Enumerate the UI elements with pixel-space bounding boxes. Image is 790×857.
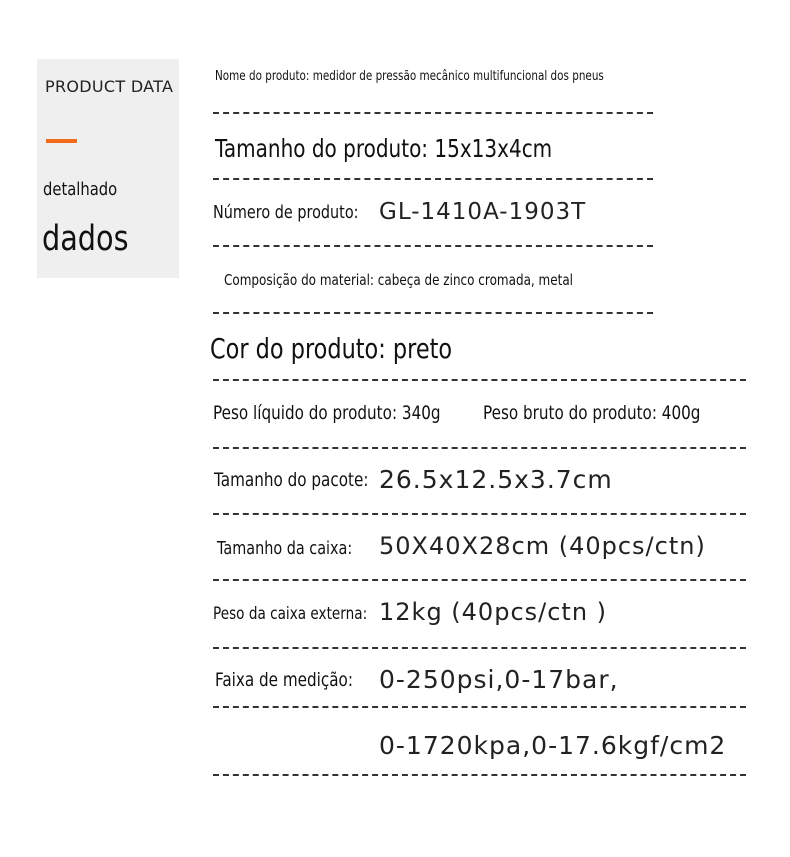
spec-product-name: Nome do produto: medidor de pressão mecânico multifuncional dos pneus xyxy=(215,69,604,84)
divider xyxy=(213,706,746,708)
spec-product-number-label: Número de produto: xyxy=(213,202,359,223)
divider xyxy=(213,647,746,649)
spec-outer-box-weight-value: 12kg (40pcs/ctn ) xyxy=(379,598,608,626)
divider xyxy=(213,245,653,247)
divider xyxy=(213,579,746,581)
panel-subtitle: detalhado xyxy=(43,179,118,200)
divider xyxy=(213,379,746,381)
spec-outer-box-weight-label: Peso da caixa externa: xyxy=(213,604,368,624)
spec-material: Composição do material: cabeça de zinco cromada, metal xyxy=(224,271,574,289)
panel-heading: dados xyxy=(42,219,129,259)
spec-product-size: Tamanho do produto: 15x13x4cm xyxy=(215,134,553,163)
spec-measurement-range-label: Faixa de medição: xyxy=(215,669,353,691)
spec-measurement-range-value-2: 0-1720kpa,0-17.6kgf/cm2 xyxy=(379,731,727,760)
divider xyxy=(213,112,653,114)
spec-net-weight: Peso líquido do produto: 340g xyxy=(213,402,441,424)
spec-box-size-value: 50X40X28cm (40pcs/ctn) xyxy=(379,532,706,560)
spec-product-number-value: GL-1410A-1903T xyxy=(379,199,587,225)
product-data-panel xyxy=(37,59,179,278)
spec-package-size-label: Tamanho do pacote: xyxy=(214,469,369,491)
divider xyxy=(213,312,653,314)
spec-color: Cor do produto: preto xyxy=(210,332,453,365)
accent-bar xyxy=(46,139,77,143)
spec-measurement-range-value: 0-250psi,0-17bar, xyxy=(379,665,619,694)
panel-title: PRODUCT DATA xyxy=(45,77,174,96)
spec-package-size-value: 26.5x12.5x3.7cm xyxy=(379,465,613,494)
divider xyxy=(213,774,746,776)
spec-box-size-label: Tamanho da caixa: xyxy=(217,538,353,559)
divider xyxy=(213,513,746,515)
divider xyxy=(213,178,653,180)
spec-gross-weight: Peso bruto do produto: 400g xyxy=(483,402,701,424)
divider xyxy=(213,447,746,449)
